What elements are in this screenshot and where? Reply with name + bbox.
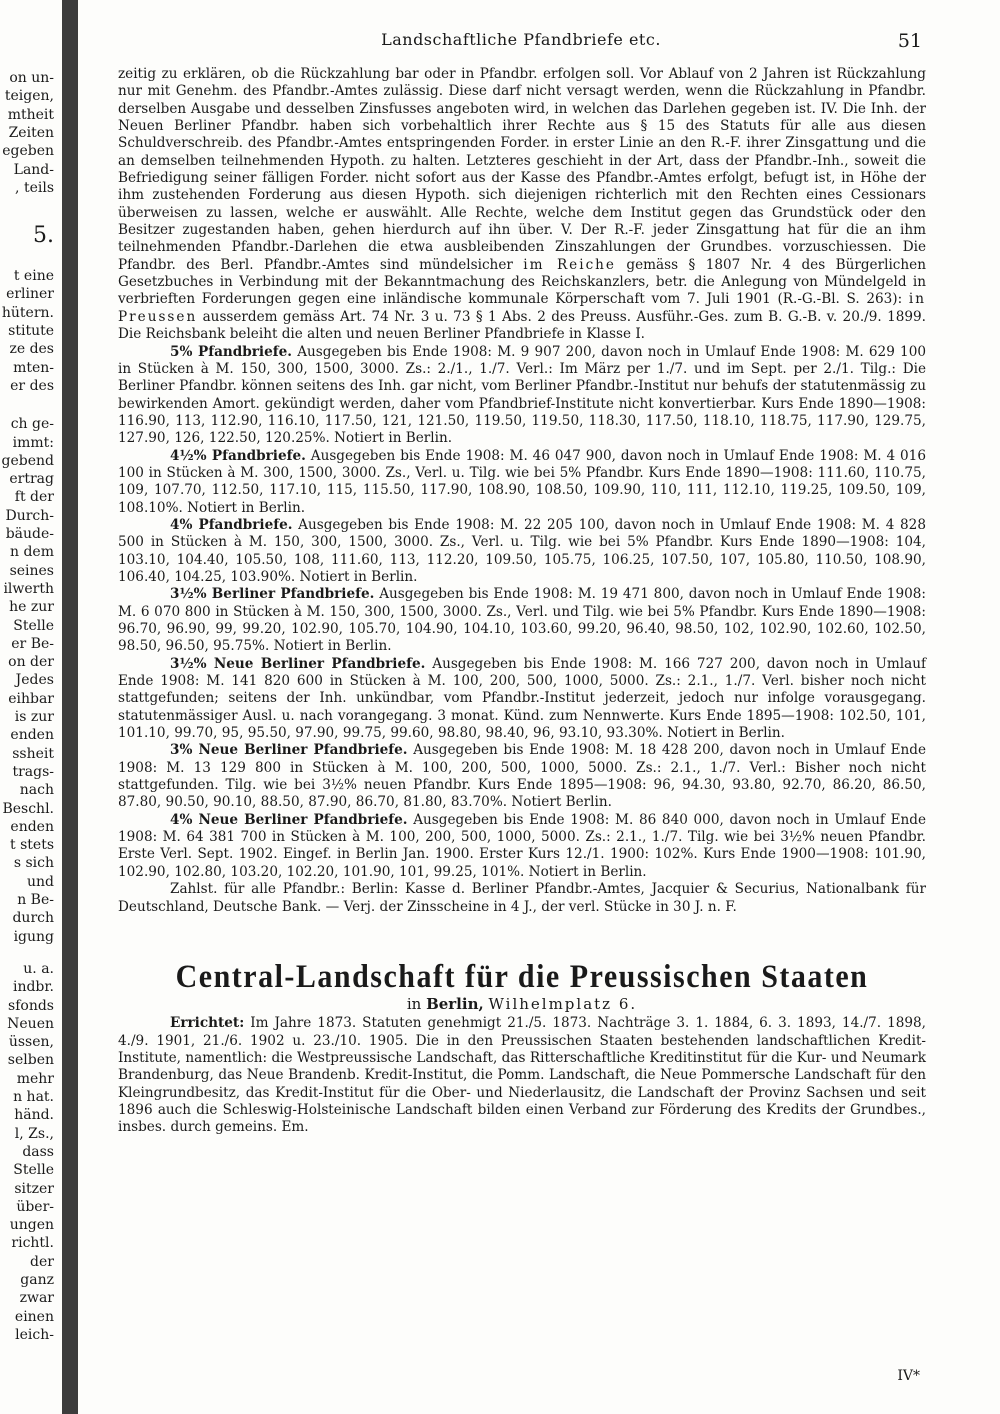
left-fragment: igung <box>13 928 54 945</box>
left-fragment: Zeiten <box>8 124 54 141</box>
left-fragment: n hat. <box>13 1089 54 1105</box>
issue-text: Ausgegeben bis Ende 1908: M. 18 428 200, davon noch in Umlauf Ende 1908: M. 13 129 800 in Stücken à M. 100, 200, 500, 1000, 5000. Zs.: 2.1., 1./7. Verl.: Bisher noch nicht stattgefunden. Tilg. wie bei 3½% neuen Pfandbr. Kurs Ende 1895—1908: 96, 94.30, 93.80, 92.70, 86.20, 86.50, 87.80, 90.50, 90.10, 88.50, 87.90, 86.70, 81.80, 83.70%. Notiert Berlin. <box>118 742 926 811</box>
main-text <box>118 66 926 1137</box>
left-fragment: t eine <box>13 268 54 285</box>
left-fragment: t stets <box>10 837 54 854</box>
issue-text: Ausgegeben bis Ende 1908: M. 19 471 800, davon noch in Umlauf Ende 1908: M. 6 070 800 in Stücken à M. 150, 300, 1500, 3000. Zs., Verl. und Tilg. wie bei 5% Pfandbr. Kurs Ende 1890—1908: 96.70, 96.90, 99, 99.20, 102.90, 105.70, 104.90, 104.10, 103.60, 99.20, 96.40, 98.50, 102, 102.90, 102.60, 102.50, 98.50, 96.50, 95.75%. Notiert in Berlin. <box>118 586 926 655</box>
issue-heading: 3½% Neue Berliner Pfandbriefe. <box>170 655 426 672</box>
left-fragment: s sich <box>13 855 54 872</box>
page-header <box>120 30 922 54</box>
left-fragment: stitute <box>8 323 54 339</box>
left-fragment: on der <box>8 654 54 671</box>
left-fragment: n Be- <box>17 892 54 908</box>
issue-heading: 3½% Berliner Pfandbriefe. <box>170 586 375 603</box>
left-fragment: Stelle <box>13 617 54 634</box>
left-fragment: richtl. <box>11 1235 54 1252</box>
left-fragment: ganz <box>20 1272 54 1288</box>
left-fragment: immt: <box>12 434 54 451</box>
left-fragment: mehr <box>16 1070 54 1087</box>
location-street: Wilhelmplatz 6. <box>488 994 638 1013</box>
left-fragment: der <box>30 1253 54 1270</box>
left-fragment: ze des <box>9 341 54 358</box>
left-fragment: indbr. <box>12 979 54 996</box>
section-title: Central-Landschaft für die Preussischen Staaten <box>175 958 869 995</box>
left-fragment: Land- <box>13 161 54 178</box>
left-fragment: und <box>27 873 54 890</box>
issue-heading: 5% Pfandbriefe. <box>170 343 292 360</box>
location-city: Berlin, <box>426 994 484 1013</box>
pfandbrief-issues <box>118 344 926 882</box>
issue-heading: 4% Neue Berliner Pfandbriefe. <box>170 811 408 828</box>
errichtet-paragraph: Errichtet: Im Jahre 1873. Statuten genehmigt 21./5. 1873. Nachträge 3. 1. 1884, 6. 3. 1893, 14./7. 1898, 4./9. 1901, 21./6. 1902 u. 23./10. 1905. Die in den Preussischen Staaten bestehenden landschaftlichen Kredit-Institute, namentlich: die Westpreussische Landschaft, das Ritterschaftliche Kreditinstitut für die Kur- und Neumark Brandenburg, das Neue Brandenb. Kredit-Institut, die Pomm. Landschaft, die Neue Pommersche Landschaft für den Kleingrundbesitz, das Kredit-Institut für die Ober- und Niederlausitz, die Landschaft der Provinz Sachsen und seit 1896 auch die Schleswig-Holsteinische Landschaft bilden einen Verband zur Förderung des Kredits der Grundbes., insbes. durch gemeins. Em. <box>118 1015 927 1136</box>
issue-paragraph <box>118 586 926 655</box>
left-fragment: er Be- <box>11 635 54 652</box>
left-fragment: Neuen <box>7 1015 54 1032</box>
left-fragment: , teils <box>15 179 54 196</box>
left-fragment: Jedes <box>15 672 54 689</box>
left-fragment: Stelle <box>13 1162 54 1179</box>
left-fragment: selben <box>7 1052 54 1069</box>
left-fragment: teigen, <box>4 88 54 105</box>
left-fragment: sitzer <box>14 1180 54 1197</box>
left-fragment: leich- <box>15 1326 54 1343</box>
left-fragment: nach <box>19 782 54 799</box>
left-fragment: egeben <box>2 143 54 160</box>
issue-text: Ausgegeben bis Ende 1908: M. 46 047 900, davon noch in Umlauf Ende 1908: M. 4 016 100 in Stücken à M. 300, 1500, 3000. Zs., Verl. u. Tilg. wie bei 5% Pfandbr. Kurs Ende 1890—1908: 111.60, 110.75, 109, 107.70, 112.50, 117.10, 115, 115.50, 117.90, 108.90, 108.50, 109.90, 110, 111, 112.10, 119.25, 109.50, 109, 108.10%. Notiert in Berlin. <box>118 447 926 516</box>
left-column-fragments <box>0 62 56 1392</box>
left-fragment: trags- <box>12 763 54 780</box>
left-fragment: n dem <box>10 544 54 561</box>
left-fragment: gebend <box>1 452 54 469</box>
issue-paragraph <box>118 812 926 881</box>
left-fragment: u. a. <box>23 960 54 977</box>
left-fragment: er des <box>10 377 54 394</box>
intro-paragraph: zeitig zu erklären, ob die Rückzahlung bar oder in Pfandbr. erfolgen soll. Vor Ablauf von 2 Jahren ist Rückzahlung nur mit Genehm. des Pfandbr.-Amtes zulässig. Diese darf nicht versagt werden, wenn die Rückzahlung in Pfandbr. derselben Ausgabe und desselben Zinsfusses angeboten wird, in welchen das Darlehen gegeben ist. IV. Die Inh. der Neuen Berliner Pfandbr. haben sich vorbehaltlich ihrer Rechte aus § 15 des Statuts für alle aus diesen Schuldverschreib. des Pfandbr.-Amtes entspringenden Forder. in erster Linie an den R.-F. ihrer Zinsgattung und die an demselben teilnehmenden Hypoth. zu halten. Letzteres geschieht in der Art, dass der Pfandbr.-Inh., soweit die Befriedigung seiner fälligen Forder. nicht sofort aus der Kasse des Pfandbr.-Amtes erfolgt, befugt ist, in Höhe der ihm zustehenden Forderung aus diesen Hypoth. sich diejenigen richterlich mit den Rechten eines Cessionars überweisen zu lassen, welche er auswählt. Alle Rechte, welche dem Institut gegen das Grundstück oder den Besitzer zugestanden haben, gehen hierdurch auf ihn über. V. Der R.-F. jeder Zinsgattung hat für die an ihm teilnehmenden Pfandbr.-Darlehen die etwa ausbleibenden Zinszahlungen der Grundbes. vorzuschiessen. Die Pfandbr. des Berl. Pfandbr.-Amtes sind mündelsicher im Reiche gemäss § 1807 Nr. 4 des Bürgerlichen Gesetzbuches in Verbindung mit der Bekanntmachung des Reichskanzlers, betr. die Anlegung von Mündelgeld in verbrieften Forderungen gegen eine inländische kommunale Körperschaft vom 7. Juli 1901 (R.-G.-Bl. S. 263): in Preussen ausserdem gemäss Art. 74 Nr. 3 u. 73 § 1 Abs. 2 des Preuss. Ausführ.-Ges. zum B. G.-B. v. 20./9. 1899. Die Reichsbank beleiht die alten und neuen Berliner Pfandbriefe in Klasse I. <box>118 66 926 343</box>
left-fragment: ilwerth <box>3 580 54 597</box>
left-fragment: hütern. <box>1 304 54 321</box>
left-fragment: enden <box>10 818 54 835</box>
gutter-rule <box>62 0 78 1414</box>
left-fragment: sfonds <box>8 997 54 1014</box>
issue-paragraph <box>118 656 926 743</box>
issue-paragraph <box>118 344 926 448</box>
left-fragment: einen <box>14 1308 54 1325</box>
left-fragment: zwar <box>19 1290 54 1307</box>
left-fragment: eihbar <box>8 690 54 707</box>
issue-heading: 4% Pfandbriefe. <box>170 516 293 533</box>
issue-paragraph <box>118 517 926 586</box>
left-fragment: l, Zs., <box>14 1125 54 1142</box>
left-fragment: 5. <box>33 223 54 249</box>
left-fragment: ertrag <box>9 471 54 488</box>
left-fragment: ssheit <box>12 745 54 762</box>
issue-paragraph <box>118 742 926 811</box>
issue-paragraph <box>118 448 926 517</box>
issue-text: Ausgegeben bis Ende 1908: M. 22 205 100, davon noch in Umlauf Ende 1908: M. 4 828 500 in Stücken à M. 150, 300, 1500, 3000. Zs., Verl. u. Tilg. wie bei 5% Pfandbr. Kurs Ende 1890—1908: 104, 103.10, 104.40, 105.50, 108, 111.60, 113, 112.20, 109.50, 105.75, 106.25, 107.50, 107, 105.80, 110.50, 108.90, 106.40, 104.25, 103.90%. Notiert in Berlin. <box>118 516 926 585</box>
left-fragment: dass <box>22 1143 54 1160</box>
running-title: Landschaftliche Pfandbriefe etc. <box>381 30 661 49</box>
issue-text: Ausgegeben bis Ende 1908: M. 166 727 200, davon noch in Umlauf Ende 1908: M. 141 820 600 in Stücken à M. 100, 200, 500, 1000, 5000. Zs.: 2.1., 1./7. Verl. bisher noch nicht stattgefunden; seitens der Inh. unkündbar, vom Pfandbr.-Institut jederzeit, jedoch nur infolge vorausgegang. statutenmässiger Ausl. u. nach vorangegang. 3 monat. Künd. zum Nennwerte. Kurs Ende 1895—1908: 102.50, 101, 101.10, 99.70, 95, 95.50, 97.90, 99.75, 99.60, 98.80, 98.40, 96, 93.10, 93.30%. Notiert in Berlin. <box>118 655 926 742</box>
issue-text: Ausgegeben bis Ende 1908: M. 86 840 000, davon noch in Umlauf Ende 1908: M. 64 381 700 in Stücken à M. 100, 200, 500, 1000, 5000. Zs.: 2.1., 1./7. Tilg. wie bei 3½% neuen Pfandbr. Erste Verl. Sept. 1902. Eingef. in Berlin Jan. 1900. Erster Kurs 12./1. 1900: 102%. Kurs Ende 1900—1908: 101.90, 102.90, 102.80, 103.20, 102.20, 101.90, 101, 99.25, 101%. Notiert in Berlin. <box>118 811 926 880</box>
page-number: 51 <box>897 30 922 52</box>
left-fragment: bäude- <box>5 526 54 542</box>
left-fragment: ungen <box>9 1217 54 1234</box>
left-fragment: he zur <box>9 599 54 616</box>
left-fragment: is zur <box>14 709 54 725</box>
zahlstellen-paragraph: Zahlst. für alle Pfandbr.: Berlin: Kasse d. Berliner Pfandbr.-Amtes, Jacquier & Securius, Nationalbank für Deutschland, Deutsche Bank. — Verj. der Zinsscheine in 4 J., der verl. Stücke in 30 J. n. F. <box>118 881 926 915</box>
left-fragment: erliner <box>6 286 54 303</box>
left-fragment: über- <box>16 1198 54 1215</box>
left-fragment: Durch- <box>5 507 54 524</box>
left-fragment: ft der <box>14 489 54 506</box>
section-location: in Berlin, Wilhelmplatz 6. <box>406 994 638 1013</box>
left-fragment: seines <box>9 562 54 579</box>
left-fragment: üssen, <box>8 1034 54 1051</box>
issue-text: Ausgegeben bis Ende 1908: M. 9 907 200, davon noch in Umlauf Ende 1908: M. 629 100 in Stücken à M. 150, 300, 1500, 3000. Zs.: 2./1., 1./7. Verl.: Im März per 1./7. und im Sept. per 2./1. Tilg.: Die Berliner Pfandbr. können seitens des Inh. gar nicht, vom Berliner Pfandbr.-Institut nur behufs der statutenmässig zu bewirkenden Amort. gekündigt werden, daher vom Pfandbrief-Institute nicht konvertierbar. Kurs Ende 1890—1908: 116.90, 113, 112.90, 116.10, 117.50, 121, 121.50, 119.50, 119.50, 118.30, 117.50, 118.10, 118.75, 117.90, 129.75, 127.90, 126, 122.50, 120.25%. Notiert in Berlin. <box>118 343 926 447</box>
left-fragment: händ. <box>14 1107 54 1124</box>
left-fragment: ch ge- <box>10 416 54 433</box>
left-fragment: mtheit <box>7 106 54 123</box>
left-fragment: enden <box>10 727 54 744</box>
issue-heading: 4½% Pfandbriefe. <box>170 447 306 464</box>
issue-heading: 3% Neue Berliner Pfandbriefe. <box>170 742 408 759</box>
left-fragment: durch <box>12 910 54 927</box>
signature-mark: IV* <box>897 1368 920 1384</box>
left-fragment: Beschl. <box>2 800 54 817</box>
left-fragment: on un- <box>9 70 54 86</box>
left-fragment: mten- <box>13 359 54 376</box>
